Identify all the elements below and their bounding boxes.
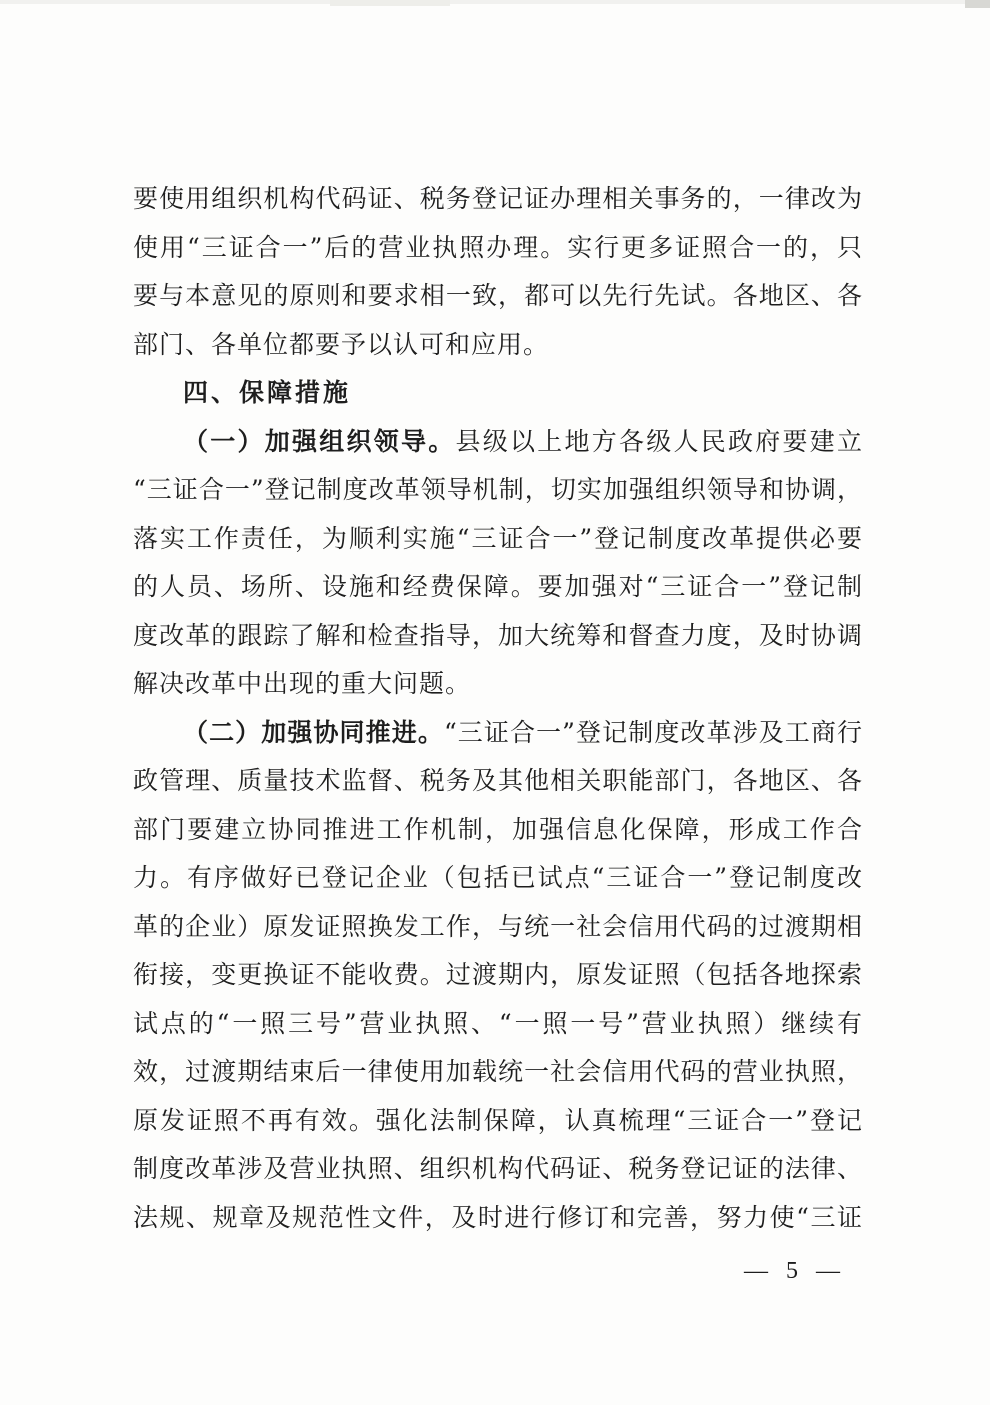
- text-line: 解决改革中出现的重大问题。: [133, 669, 472, 698]
- text-line: “三证合一”登记制度改革领导机制，切实加强组织领导和协调，: [133, 475, 863, 504]
- text-line: 落实工作责任，为顺利实施“三证合一”登记制度改革提供必要: [133, 523, 863, 553]
- text-line: 部门、各单位都要予以认可和应用。: [133, 329, 550, 359]
- scan-edge: [0, 0, 990, 4]
- text-line: 政管理、质量技术监督、税务及其他相关职能部门，各地区、各: [133, 766, 863, 795]
- section-heading: 四、保障措施: [183, 378, 352, 407]
- subsection-title: （一）加强组织领导。: [183, 426, 456, 456]
- text-line: 度改革的跟踪了解和检查指导，加大统筹和督查力度，及时协调: [133, 620, 863, 650]
- text-line: 效，过渡期结束后一律使用加载统一社会信用代码的营业执照，: [133, 1057, 863, 1086]
- paragraph-first-line: [133, 709, 863, 758]
- text-line: 的人员、场所、设施和经费保障。要加强对“三证合一”登记制: [133, 572, 863, 601]
- text-line: 试点的“一照三号”营业执照、“一照一号”营业执照）继续有: [133, 1008, 863, 1038]
- page-number: — 5 —: [744, 1258, 846, 1284]
- text-line: 要使用组织机构代码证、税务登记证办理相关事务的，一律改为: [133, 184, 863, 213]
- text-span: 县级以上地方各级人民政府要建立: [455, 426, 863, 456]
- text-line: 使用“三证合一”后的营业执照办理。实行更多证照合一的，只: [133, 232, 863, 262]
- text-line: 制度改革涉及营业执照、组织机构代码证、税务登记证的法律、: [133, 1154, 863, 1183]
- text-line: 衔接，变更换证不能收费。过渡期内，原发证照（包括各地探索: [133, 960, 863, 989]
- scan-mark: [965, 0, 990, 8]
- text-span: “三证合一”登记制度改革涉及工商行: [443, 717, 863, 747]
- scan-mark: [330, 0, 450, 6]
- body-text: [133, 175, 863, 1242]
- text-line: 要与本意见的原则和要求相一致，都可以先行先试。各地区、各: [133, 281, 863, 310]
- text-line: 力。有序做好已登记企业（包括已试点“三证合一”登记制度改: [133, 863, 863, 892]
- text-line: 法规、规章及规范性文件，及时进行修订和完善，努力使“三证: [133, 1202, 863, 1232]
- paragraph-first-line: [133, 418, 863, 467]
- text-line: 原发证照不再有效。强化法制保障，认真梳理“三证合一”登记: [133, 1105, 863, 1135]
- text-line: 部门要建立协同推进工作机制，加强信息化保障，形成工作合: [133, 814, 863, 844]
- text-line: 革的企业）原发证照换发工作，与统一社会信用代码的过渡期相: [133, 911, 863, 941]
- subsection-title: （二）加强协同推进。: [183, 717, 444, 747]
